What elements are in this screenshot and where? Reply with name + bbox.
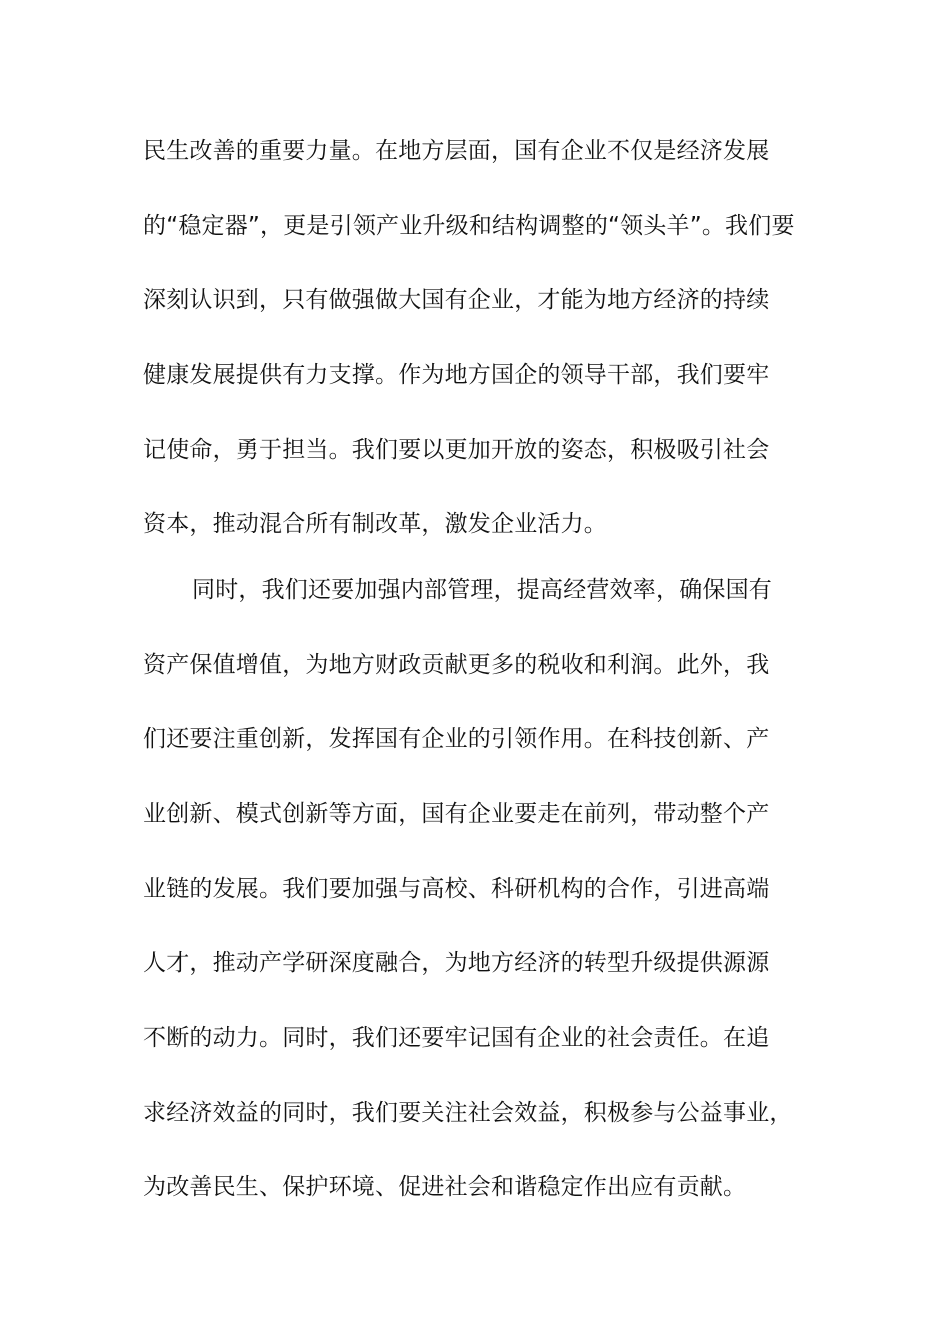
paragraph-first-line: 同时，我们还要加强内部管理，提高经营效率，确保国有 [192, 577, 772, 603]
text-line: 不断的动力。同时，我们还要牢记国有企业的社会责任。在追 [143, 1025, 770, 1051]
text-line: 民生改善的重要力量。在地方层面，国有企业不仅是经济发展 [143, 138, 770, 164]
text-line: 们还要注重创新，发挥国有企业的引领作用。在科技创新、产 [143, 726, 770, 752]
text-line: 业链的发展。我们要加强与高校、科研机构的合作，引进高端 [143, 876, 770, 902]
text-line: 为改善民生、保护环境、促进社会和谐稳定作出应有贡献。 [143, 1174, 747, 1200]
text-line: 健康发展提供有力支撑。作为地方国企的领导干部，我们要牢 [143, 362, 770, 388]
text-line: 人才，推动产学研深度融合，为地方经济的转型升级提供源源 [143, 950, 770, 976]
text-line: 资本，推动混合所有制改革，激发企业活力。 [143, 511, 607, 537]
text-line: 业创新、模式创新等方面，国有企业要走在前列，带动整个产 [143, 801, 770, 827]
text-line: 求经济效益的同时，我们要关注社会效益，积极参与公益事业， [143, 1100, 793, 1126]
text-line: 深刻认识到，只有做强做大国有企业，才能为地方经济的持续 [143, 287, 770, 313]
text-line: 记使命，勇于担当。我们要以更加开放的姿态，积极吸引社会 [143, 437, 770, 463]
text-line: 资产保值增值，为地方财政贡献更多的税收和利润。此外，我 [143, 652, 770, 678]
text-line: 的“稳定器”，更是引领产业升级和结构调整的“领头羊”。我们要 [143, 213, 795, 239]
